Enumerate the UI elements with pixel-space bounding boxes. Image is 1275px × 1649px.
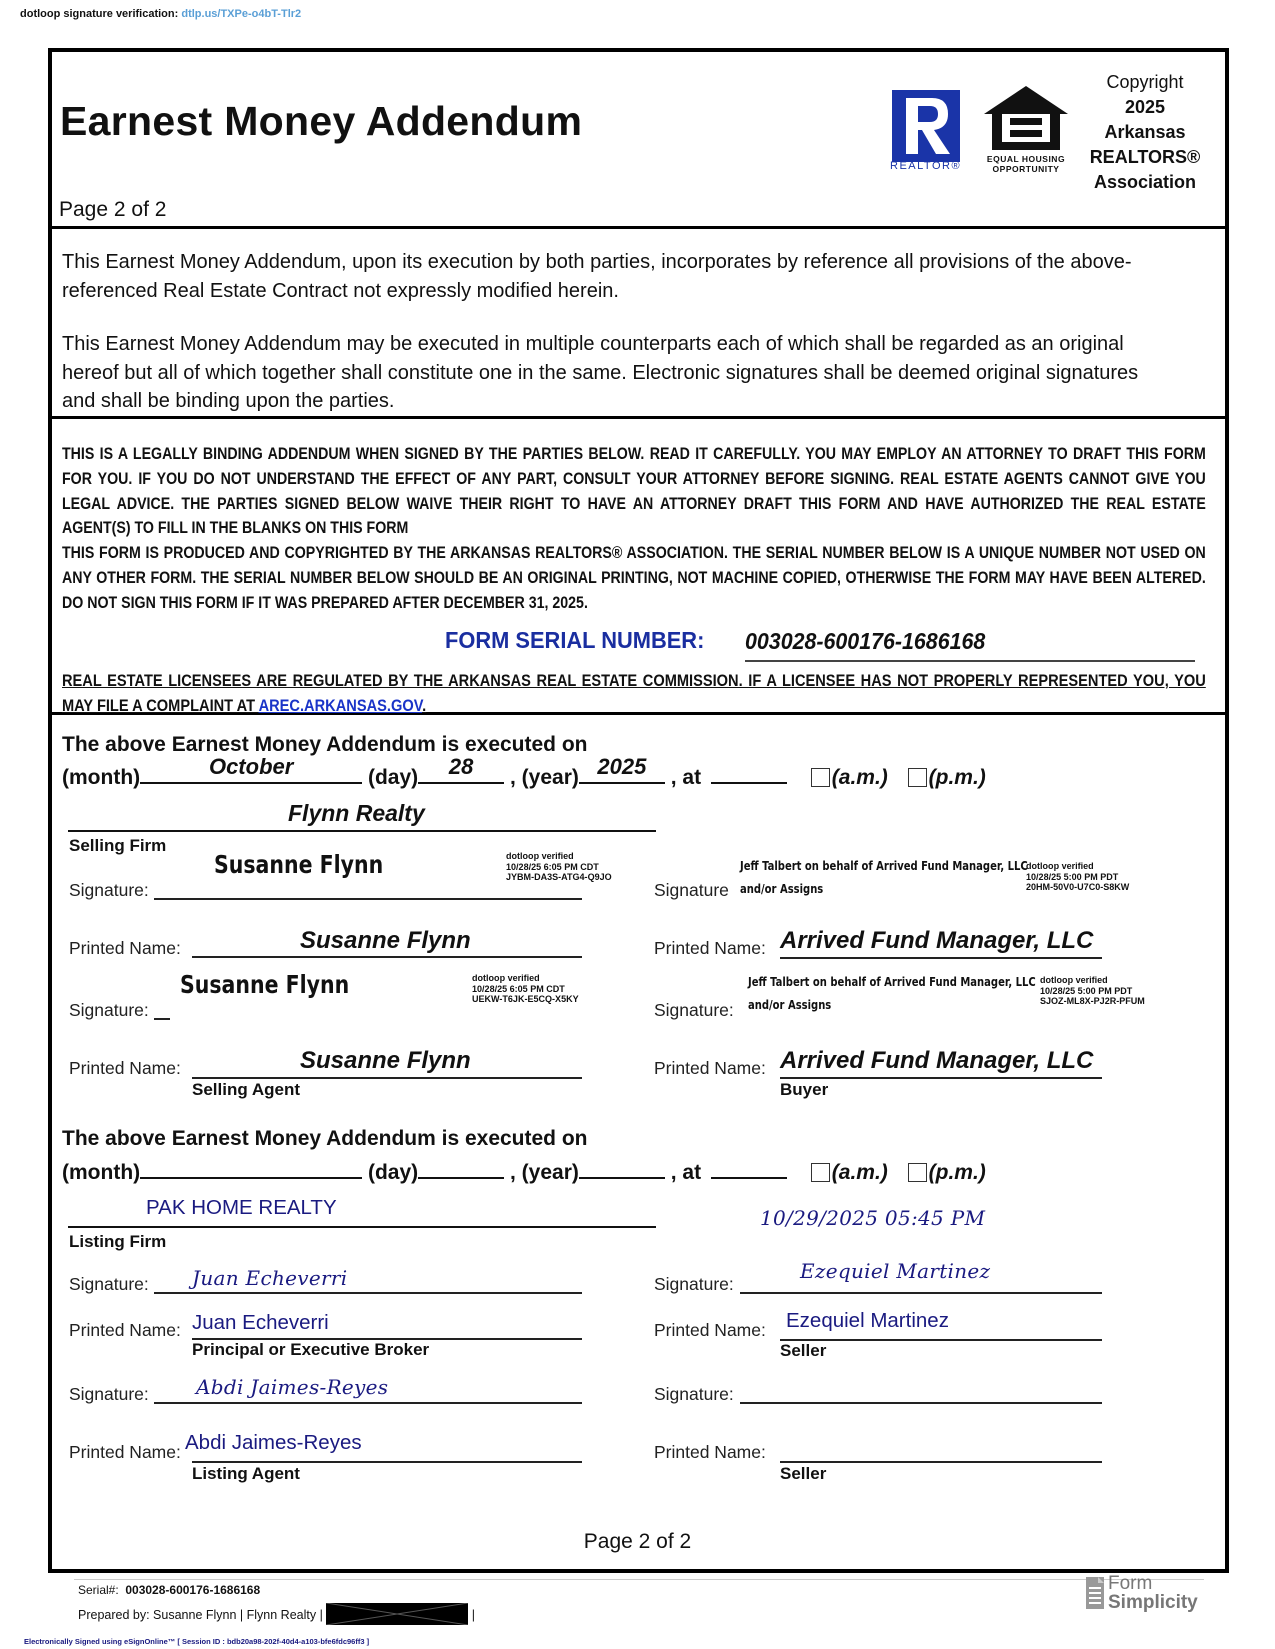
seller-role: Seller	[780, 1341, 827, 1360]
listing-agent-signature[interactable]: Abdi Jaimes-Reyes	[196, 1375, 389, 1399]
printed-name-line	[780, 1339, 1102, 1341]
selling-firm-line	[68, 830, 656, 832]
printed-name-label: Printed Name:	[654, 1320, 766, 1340]
footer-serial: Serial#: 003028-600176-1686168	[78, 1583, 261, 1597]
serial-number-value: 003028-600176-1686168	[745, 628, 986, 654]
selling-time-field[interactable]	[711, 762, 787, 784]
signature-label: Signature:	[69, 1274, 149, 1294]
printed-name-label: Printed Name:	[69, 1058, 181, 1078]
dotloop-stamp: dotloop verified 10/28/25 6:05 PM CDT UEKW-T6JK-E5CQ-X5KY	[472, 973, 579, 1005]
footer-divider	[74, 1579, 1204, 1580]
printed-name-label: Printed Name:	[69, 1320, 181, 1340]
dotloop-stamp: dotloop verified 10/28/25 6:05 PM CDT JYBM-DA3S-ATG4-Q9JO	[506, 851, 612, 883]
buyer-printed-name-2: Arrived Fund Manager, LLC	[780, 1047, 1094, 1074]
signature-line	[154, 1402, 582, 1404]
serial-number-label: FORM SERIAL NUMBER:	[445, 627, 705, 653]
listing-broker-role: Principal or Executive Broker	[192, 1340, 430, 1359]
buyer-signature-2[interactable]: Jeff Talbert on behalf of Arrived Fund Manager, LLC and/or Assigns	[748, 974, 1036, 1012]
selling-execution-date-row: (month) October (day) 28 , (year) 2025 , at (a.m.) (p.m.)	[62, 754, 986, 789]
seller-2-signature-line[interactable]	[740, 1402, 1102, 1404]
listing-broker-printed-name: Juan Echeverri	[192, 1311, 329, 1334]
selling-day-field[interactable]: 28	[418, 762, 504, 784]
printed-name-label: Printed Name:	[69, 1442, 181, 1462]
divider	[48, 226, 1229, 229]
seller-2-role: Seller	[780, 1464, 827, 1483]
verification-label: dotloop signature verification:	[20, 8, 179, 20]
serial-underline	[745, 660, 1195, 662]
redacted-block	[326, 1603, 468, 1625]
listing-time-field[interactable]	[711, 1157, 787, 1179]
listing-agent-role: Listing Agent	[192, 1464, 300, 1483]
listing-day-field[interactable]	[418, 1157, 504, 1179]
printed-name-line	[192, 1461, 582, 1463]
selling-firm-label: Selling Firm	[69, 836, 167, 855]
signature-label: Signature:	[69, 1384, 149, 1404]
broker-printed-name: Susanne Flynn	[300, 927, 471, 954]
dotloop-verification	[20, 8, 301, 20]
signature-line	[154, 1292, 582, 1294]
listing-month-field[interactable]	[140, 1157, 362, 1179]
printed-name-line	[780, 957, 1102, 959]
listing-agent-printed-name: Abdi Jaimes-Reyes	[185, 1431, 362, 1454]
listing-firm-value: PAK HOME REALTY	[146, 1196, 337, 1219]
signature-label: Signature:	[654, 1000, 734, 1020]
selling-agent-role: Selling Agent	[192, 1080, 300, 1099]
verification-link[interactable]: dtlp.us/TXPe-o4bT-Tlr2	[181, 8, 302, 20]
signature-label: Signature	[654, 880, 729, 900]
selling-execution-heading: The above Earnest Money Addendum is executed on	[62, 733, 588, 756]
signature-label: Signature:	[69, 880, 149, 900]
listing-firm-line	[68, 1226, 656, 1228]
binding-notice: THIS IS A LEGALLY BINDING ADDENDUM WHEN SIGNED BY THE PARTIES BELOW. READ IT CAREFULLY. YOU MAY EMPLOY AN ATTORNEY TO DRAFT THIS FORM FOR YOU. IF YOU DO NOT UNDERSTAND THE EFFECT OF ANY PART, CONSULT YOUR ATTORNEY BEFORE SIGNING. REAL ESTATE AGENTS CANNOT GIVE YOU LEGAL ADVICE. THE PARTIES SIGNED BELOW WAIVE THEIR RIGHT TO HAVE AN ATTORNEY DRAFT THIS FORM AND HAVE AUTHORIZED THE REAL ESTATE AGENT(S) TO FILL IN THE BLANKS ON THIS FORM	[62, 445, 1206, 538]
printed-name-label: Printed Name:	[654, 938, 766, 958]
listing-execution-heading: The above Earnest Money Addendum is executed on	[62, 1127, 588, 1150]
page-indicator: Page 2 of 2	[59, 198, 167, 221]
printed-name-line	[780, 1077, 1102, 1079]
arec-link[interactable]: AREC.ARKANSAS.GOV	[258, 696, 423, 715]
listing-pm-checkbox[interactable]	[908, 1163, 927, 1182]
signature-label: Signature:	[69, 1000, 149, 1020]
listing-firm-label: Listing Firm	[69, 1232, 167, 1251]
listing-execution-date-row: (month) (day) , (year) , at (a.m.) (p.m.)	[62, 1157, 986, 1185]
broker-signature[interactable]: Susanne Flynn	[214, 850, 384, 879]
equal-housing-icon	[980, 84, 1072, 154]
copyright-notice: THIS FORM IS PRODUCED AND COPYRIGHTED BY THE ARKANSAS REALTORS® ASSOCIATION. THE SERIAL NUMBER BELOW IS A UNIQUE NUMBER NOT USED ON ANY OTHER FORM. THE SERIAL NUMBER BELOW SHOULD BE AN ORIGINAL PRINTING, NOT MACHINE COPIED, OTHERWISE THE FORM MAY HAVE BEEN ALTERED. DO NOT SIGN THIS FORM IF IT WAS PREPARED AFTER DECEMBER 31, 2025.	[62, 544, 1206, 612]
printed-name-line	[192, 1077, 582, 1079]
selling-pm-checkbox[interactable]	[908, 768, 927, 787]
counterparts-paragraph: This Earnest Money Addendum may be executed in multiple counterparts each of which shall be regarded as an original hereof but all of which together shall constitute one in the same. Electronic signatures shall be deemed original signatures and shall be binding upon the parties.	[62, 333, 1139, 412]
legal-notice	[62, 442, 1206, 616]
incorporation-paragraph: This Earnest Money Addendum, upon its execution by both parties, incorporates by reference all provisions of the above-referenced Real Estate Contract not expressly modified herein.	[62, 251, 1132, 302]
listing-am-checkbox[interactable]	[811, 1163, 830, 1182]
buyer-signature[interactable]: Jeff Talbert on behalf of Arrived Fund Manager, LLC and/or Assigns	[740, 858, 1028, 896]
footer-prepared-by: Prepared by: Susanne Flynn | Flynn Realty | |	[78, 1603, 475, 1625]
printed-name-label: Printed Name:	[69, 938, 181, 958]
form-simplicity-logo: Form Simplicity	[1108, 1573, 1198, 1613]
printed-name-label: Printed Name:	[654, 1058, 766, 1078]
signature-line	[740, 1292, 1102, 1294]
listing-year-field[interactable]	[579, 1157, 665, 1179]
footer-page-indicator: Page 2 of 2	[583, 1530, 692, 1553]
esign-session-note: Electronically Signed using eSignOnline™ [ Session ID : bdb20a98-202f-40d4-a103-bfe6fdc96ff3 ]	[24, 1637, 370, 1646]
copyright-block: Copyright 2025 Arkansas REALTORS® Association	[1089, 72, 1201, 192]
selling-firm-value: Flynn Realty	[288, 800, 425, 826]
signature-line	[154, 1018, 170, 1020]
selling-year-field[interactable]: 2025	[579, 762, 665, 784]
listing-timestamp: 10/29/2025 05:45 PM	[760, 1206, 986, 1230]
dotloop-stamp: dotloop verified 10/28/25 5:00 PM PDT 20HM-50V0-U7C0-S8KW	[1026, 861, 1130, 893]
seller-printed-name: Ezequiel Martinez	[786, 1309, 949, 1332]
divider	[48, 416, 1229, 419]
seller-2-printed-name-line[interactable]	[780, 1461, 1102, 1463]
licensee-notice: REAL ESTATE LICENSEES ARE REGULATED BY THE ARKANSAS REAL ESTATE COMMISSION. IF A LICENSEE HAS NOT PROPERLY REPRESENTED YOU, YOU MAY FILE A COMPLAINT AT AREC.ARKANSAS.GOV.	[62, 671, 1206, 715]
selling-am-checkbox[interactable]	[811, 768, 830, 787]
signature-label: Signature:	[654, 1384, 734, 1404]
signature-line	[154, 898, 582, 900]
selling-month-field[interactable]: October	[140, 762, 362, 784]
realtor-logo-label: REALTOR®	[890, 160, 962, 172]
realtor-logo-icon	[892, 90, 960, 162]
buyer-printed-name: Arrived Fund Manager, LLC	[780, 927, 1094, 954]
listing-broker-signature[interactable]: Juan Echeverri	[192, 1266, 348, 1290]
signature-label: Signature:	[654, 1274, 734, 1294]
document-icon	[1086, 1577, 1104, 1609]
printed-name-label: Printed Name:	[654, 1442, 766, 1462]
equal-housing-label: EQUAL HOUSING OPPORTUNITY	[986, 154, 1066, 174]
buyer-role: Buyer	[780, 1080, 829, 1099]
agent-printed-name: Susanne Flynn	[300, 1047, 471, 1074]
agent-signature[interactable]: Susanne Flynn	[180, 970, 350, 999]
page-title: Earnest Money Addendum	[60, 98, 583, 144]
seller-signature[interactable]: Ezequiel Martinez	[800, 1259, 991, 1283]
printed-name-line	[192, 956, 582, 958]
dotloop-stamp: dotloop verified 10/28/25 5:00 PM PDT SJOZ-ML8X-PJ2R-PFUM	[1040, 975, 1145, 1007]
